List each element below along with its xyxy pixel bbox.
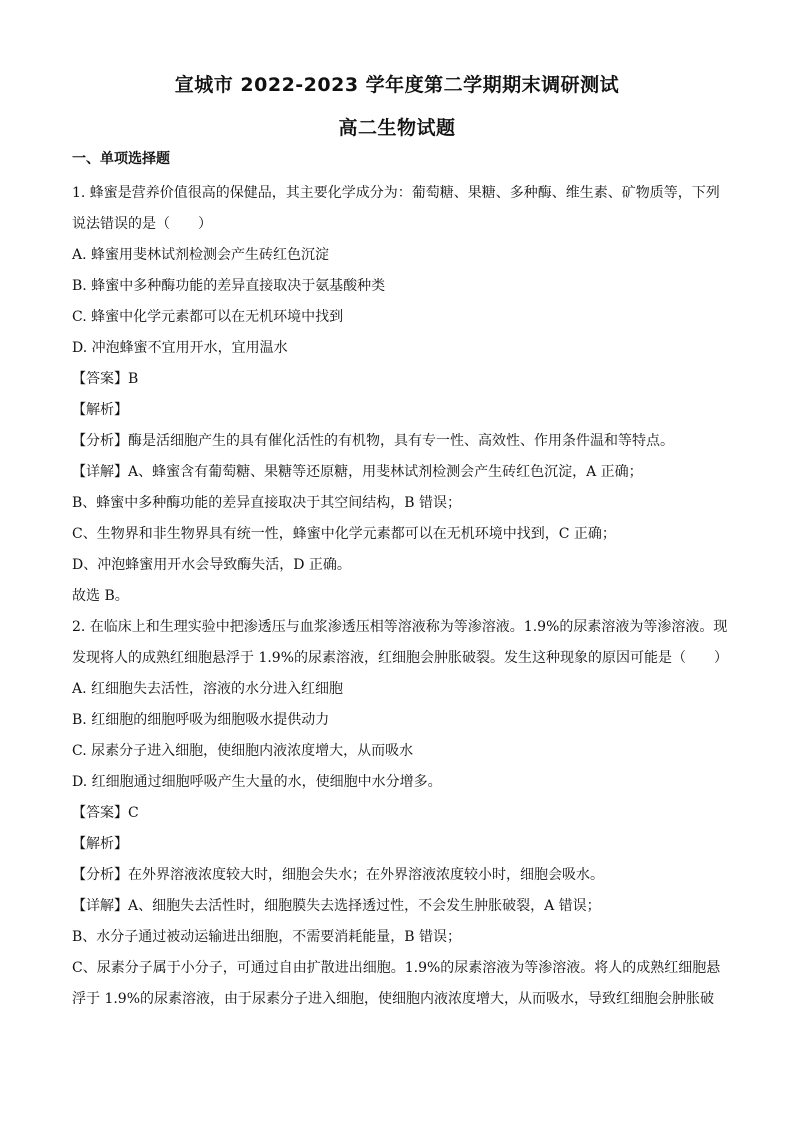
q1-option-d: D. 冲泡蜂蜜不宜用开水，宜用温水 [72,340,288,356]
q1-option-c: C. 蜂蜜中化学元素都可以在无机环境中找到 [72,309,344,325]
q1-stem-line1: 1. 蜂蜜是营养价值很高的保健品，其主要化学成分为：葡萄糖、果糖、多种酶、维生素、矿物质等，下列 [72,185,720,201]
q2-option-d: D. 红细胞通过细胞呼吸产生大量的水，使细胞中水分增多。 [72,774,442,790]
q2-answer: 【答案】C [72,805,139,821]
q1-answer: 【答案】B [72,371,139,387]
page-title: 宣城市 2022-2023 学年度第二学期期末调研测试 [174,74,620,96]
q2-option-c: C. 尿素分子进入细胞，使细胞内液浓度增大，从而吸水 [72,743,414,759]
q2-stem-line2: 发现将人的成熟红细胞悬浮于 1.9%的尿素溶液，红细胞会肿胀破裂。发生这种现象的原因可能是（ ） [72,650,729,666]
q1-analysis-label: 【解析】 [72,402,128,418]
q2-xiangjie-c-line2: 浮于 1.9%的尿素溶液，由于尿素分子进入细胞，使细胞内液浓度增大，从而吸水，导致红细胞会肿胀破 [72,991,715,1007]
section-title: 一、单项选择题 [72,151,170,167]
q1-xiangjie-d: D、冲泡蜂蜜用开水会导致酶失活，D 正确。 [72,557,351,573]
q2-stem-line1: 2. 在临床上和生理实验中把渗透压与血浆渗透压相等溶液称为等渗溶液。1.9%的尿素溶液为等渗溶液。现 [72,619,728,635]
q1-xiangjie-b: B、蜂蜜中多种酶功能的差异直接取决于其空间结构，B 错误； [72,495,462,511]
q1-option-b: B. 蜂蜜中多种酶功能的差异直接取决于氨基酸种类 [72,278,386,294]
q2-option-a: A. 红细胞失去活性，溶液的水分进入红细胞 [72,681,344,697]
q2-xiangjie-b: B、水分子通过被动运输进出细胞，不需要消耗能量，B 错误； [72,929,462,945]
q1-fenxi: 【分析】酶是活细胞产生的具有催化活性的有机物，具有专一性、高效性、作用条件温和等特点。 [72,433,674,449]
page-subtitle: 高二生物试题 [338,117,456,139]
q2-option-b: B. 红细胞的细胞呼吸为细胞吸水提供动力 [72,712,330,728]
q1-stem-line2: 说法错误的是（ ） [72,216,212,232]
q2-analysis-label: 【解析】 [72,836,128,852]
q1-xiangjie-a: 【详解】A、蜂蜜含有葡萄糖、果糖等还原糖，用斐林试剂检测会产生砖红色沉淀，A 正确； [72,464,643,480]
q2-xiangjie-c-line1: C、尿素分子属于小分子，可通过自由扩散进出细胞。1.9%的尿素溶液为等渗溶液。将人的成熟红细胞悬 [72,960,721,976]
q1-option-a: A. 蜂蜜用斐林试剂检测会产生砖红色沉淀 [72,247,330,263]
q2-xiangjie-a: 【详解】A、细胞失去活性时，细胞膜失去选择透过性，不会发生肿胀破裂，A 错误； [72,898,601,914]
q1-xiangjie-c: C、生物界和非生物界具有统一性，蜂蜜中化学元素都可以在无机环境中找到，C 正确； [72,526,616,542]
q2-fenxi: 【分析】在外界溶液浓度较大时，细胞会失水；在外界溶液浓度较小时，细胞会吸水。 [72,867,604,883]
q1-conclusion: 故选 B。 [72,588,129,604]
